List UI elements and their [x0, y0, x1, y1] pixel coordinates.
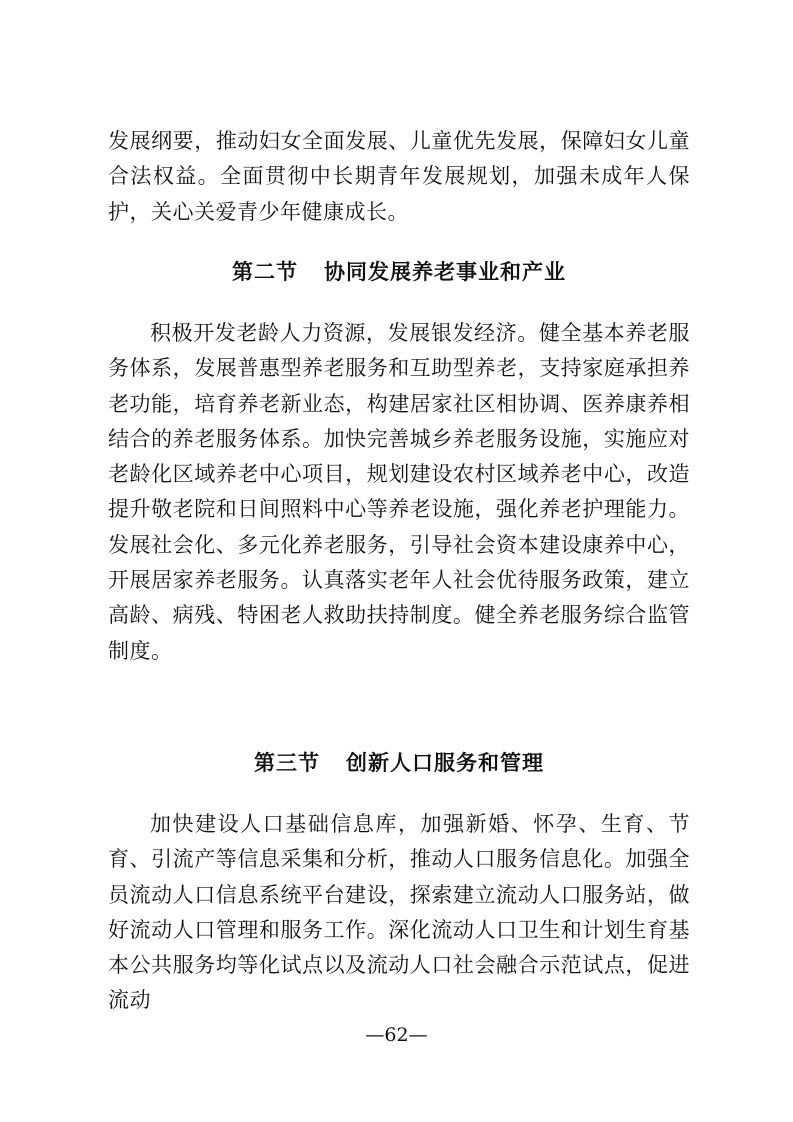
paragraph-population-services: 加快建设人口基础信息库，加强新婚、怀孕、生育、节育、引流产等信息采集和分析，推动人口服务信息化。加强全员流动人口信息系统平台建设，探索建立流动人口服务站，做好流动人口管理和服务工作。深化流动人口卫生和计划生育基本公共服务均等化试点以及流动人口社会融合示范试点，促进流动	[108, 812, 690, 1013]
section-label: 第三节	[254, 751, 320, 775]
page-number: —62—	[365, 1024, 428, 1046]
section-heading-3	[108, 748, 690, 778]
section-label: 第二节	[232, 260, 298, 284]
paragraph-elderly-care: 积极开发老龄人力资源，发展银发经济。健全基本养老服务体系，发展普惠型养老服务和互助型养老，支持家庭承担养老功能，培育养老新业态，构建居家社区相协调、医养康养相结合的养老服务体系。加快完善城乡养老服务设施，实施应对老龄化区域养老中心项目，规划建设农村区域养老中心，改造提升敬老院和日间照料中心等养老设施，强化养老护理能力。发展社会化、多元化养老服务，引导社会资本建设康养中心，开展居家养老服务。认真落实老年人社会优待服务政策，建立高龄、病残、特困老人救助扶持制度。健全养老服务综合监管制度。	[108, 321, 690, 663]
section-title: 协同发展养老事业和产业	[324, 260, 566, 284]
paragraph-continuation: 发展纲要，推动妇女全面发展、儿童优先发展，保障妇女儿童合法权益。全面贯彻中长期青年发展规划，加强未成年人保护，关心关爱青少年健康成长。	[108, 129, 690, 224]
section-heading-2	[108, 257, 690, 287]
section-title: 创新人口服务和管理	[346, 751, 544, 775]
